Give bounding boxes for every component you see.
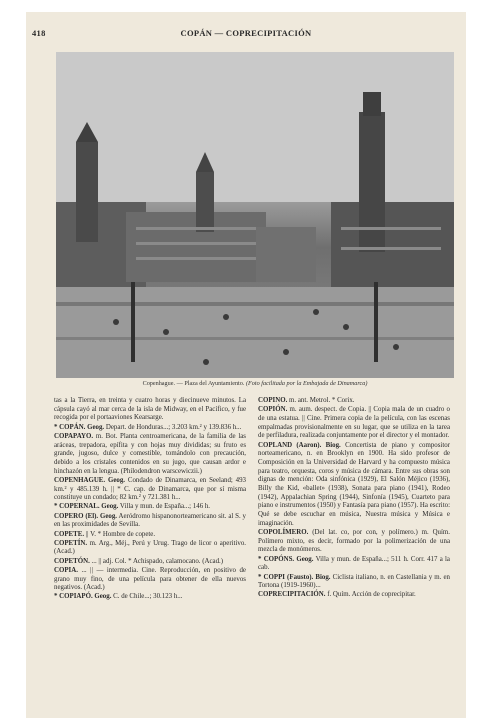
entry-headword: * COPPI (Fausto). Biog. xyxy=(258,573,331,581)
dictionary-page xyxy=(26,12,466,718)
entry-text: Condado de Dinamarca, en Seeland; 493 km.² y 485.139 h. || * C. cap. de Dinamarca, que por sí misma constituye un condado; 82 km.² y 721.381 h... xyxy=(54,476,246,502)
entry-text: Aeródromo hispanonorteamericano sit. al S. y en las proximidades de Sevilla. xyxy=(54,512,246,529)
entry-headword: COPOLÍMERO. xyxy=(258,529,309,537)
dictionary-entry xyxy=(54,540,246,557)
entry-text: C. de Chile...; 30.123 h... xyxy=(113,593,183,601)
entry-text: m. Arg., Méj., Perú y Urug. Trago de licor o aperitivo. (Acad.) xyxy=(54,539,246,556)
entry-headword: * COPIAPÓ. Geog. xyxy=(54,593,112,601)
dictionary-entry xyxy=(54,558,246,567)
dictionary-entry xyxy=(54,477,246,503)
entry-text: tas a la Tierra, en treinta y cuatro horas y diecinueve minutos. La cápsula cayó al mar cerca de la isla de Midway, en el Pacífico, y fue recogida por el portaaviones Kearsarge. xyxy=(54,397,246,422)
entry-text: Depart. de Honduras...; 3.203 km.² y 139.836 h... xyxy=(105,423,242,431)
entry-text: Ciclista italiano, n. en Castellania y m. en Tortona (1919-1960)... xyxy=(258,573,450,590)
entry-headword: COPRECIPITACIÓN. xyxy=(258,591,326,599)
entry-text: m. Bot. Planta centroamericana, de la familia de las aráceas, trepadora, epífita y con hojas muy divididas; su fruto es grande, jugoso, dulce y comestible, tomándolo con precaución, debido a los cristales contenidos en su jugo, que causan ardor e hinchazón en la lengua. (Philodendron warscewiczii.) xyxy=(54,432,246,475)
city-hall-square-photo xyxy=(56,52,454,378)
running-head: COPÁN — COPRECIPITACIÓN xyxy=(180,28,312,38)
entry-text: Villa y mun. de España...; 146 h. xyxy=(119,503,211,511)
entry-text: (Del lat. co, por con, y polímero.) m. Quím. Polímero mixto, es decir, formado por la polimerización de una mezcla de monómeros. xyxy=(258,529,450,554)
entry-headword: COPETE. xyxy=(54,530,85,538)
entry-headword: COPENHAGUE. Geog. xyxy=(54,476,125,484)
entry-headword: COPIA. xyxy=(54,566,78,574)
dictionary-entry xyxy=(258,591,450,600)
dictionary-entry xyxy=(54,424,246,433)
entry-headword: COPERO (El). Geog. xyxy=(54,512,118,520)
page-header xyxy=(26,28,466,42)
dictionary-entry xyxy=(258,397,450,406)
caption-credit: (Foto facilitada por la Embajada de Dinamarca) xyxy=(245,380,368,387)
dictionary-entry xyxy=(258,406,450,441)
entry-headword: COPETÍN. xyxy=(54,539,88,547)
page-number: 418 xyxy=(32,28,46,38)
photo-caption xyxy=(56,380,454,390)
dictionary-entry xyxy=(258,556,450,573)
dictionary-entry xyxy=(258,574,450,591)
entry-headword: * COPÁN. Geog. xyxy=(54,423,105,431)
entry-text: ... || adj. Col. * Achispado, calamocano. (Acad.) xyxy=(91,557,224,565)
entry-text: Concertista de piano y compositor norteamericano, n. en Brooklyn en 1900. Ha sido profesor de Composición en la Universidad de Harvard y ha compuesto música para teatro, orquesta, coros y música de cámara. Entre sus obras son dignas de mención: Oda sinfónica (1929), El Salón Méjico (1936), Billy the Kid, «ballet» (1938), Sonata para piano (1941), Rodeo (1942), Appalachian Spring (1944), Sinfonía (1945), Cuarteto para piano e instrumentos (1950) y Fantasía para piano (1957). Ha escrito: Qué se debe escuchar en música, Nuestra música y Música e imaginación. xyxy=(258,441,450,527)
entry-text: Villa y mun. de España...; 511 h. Corr. 417 a la cab. xyxy=(258,555,450,572)
entry-text: f. Quím. Acción de coprecipitar. xyxy=(327,591,416,599)
entry-headword: * COPÓNS. Geog. xyxy=(258,555,314,563)
entry-headword: COPLAND (Aaron). Biog. xyxy=(258,441,341,449)
entry-text: ... || — intermedia. Cine. Reproducción, en positivo de grano muy fino, de una película para obtener de ella nuevos negativos. (Acad.) xyxy=(54,566,246,592)
dictionary-entry xyxy=(54,503,246,512)
entry-headword: COPAPAYO. xyxy=(54,432,94,440)
entry-text: m. aum. despect. de Copia. || Copia mala de un cuadro o de una estatua. || Cine. Primera copia de la película, con las escenas empalmadas provisionalmente en su lugar, que se utiliza en la tarea de perfiladura, realizada conjuntamente por el director y el montador. xyxy=(258,406,450,440)
entry-headword: COPINO. xyxy=(258,397,288,404)
caption-main: Copenhague. — Plaza del Ayuntamiento. xyxy=(142,380,245,387)
dictionary-entry xyxy=(54,567,246,593)
dictionary-entry xyxy=(258,442,450,529)
photo-illustration xyxy=(56,52,454,378)
entry-headword: * COPERNAL. Geog. xyxy=(54,503,119,511)
dictionary-entry xyxy=(258,529,450,555)
left-column xyxy=(54,397,246,603)
dictionary-entry xyxy=(54,433,246,477)
entry-text: || V. * Hombre de copete. xyxy=(85,530,156,538)
entry-headword: COPIÓN. xyxy=(258,406,288,414)
right-column xyxy=(258,397,450,601)
dictionary-entry xyxy=(54,531,246,540)
dictionary-entry xyxy=(54,593,246,602)
entry-headword: COPETÓN. xyxy=(54,557,90,565)
entry-text: m. ant. Metrol. * Corix. xyxy=(289,397,355,404)
dictionary-entry xyxy=(54,513,246,530)
dictionary-entry xyxy=(54,397,246,423)
